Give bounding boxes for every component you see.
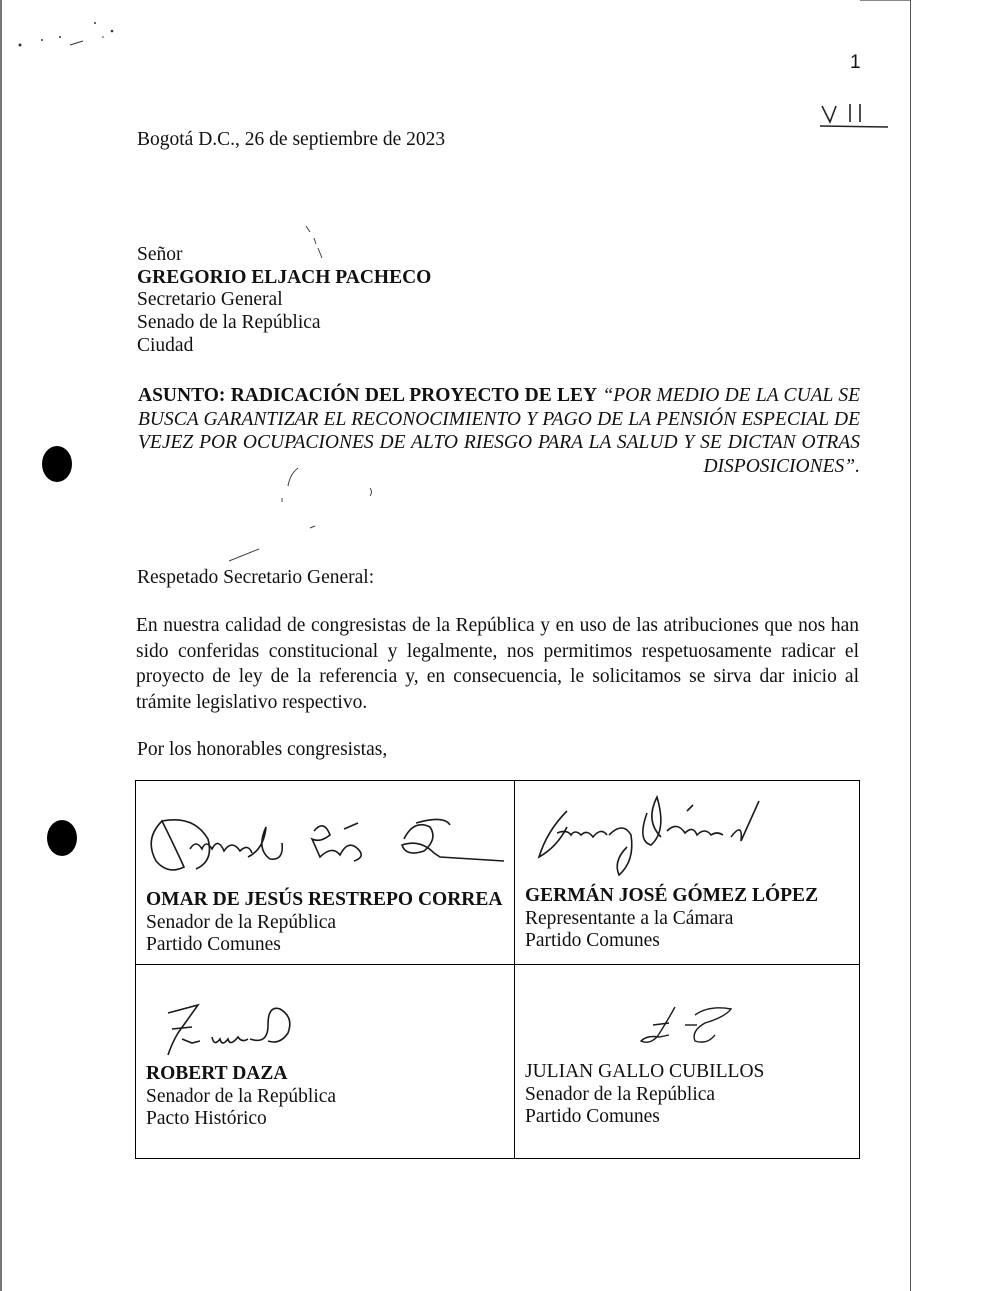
stray-pen-mark xyxy=(300,222,330,262)
signer-name: ROBERT DAZA xyxy=(146,1063,288,1084)
recipient-salutation: Señor xyxy=(137,244,183,265)
signer-role: Senador de la República xyxy=(146,911,337,933)
handwritten-signature xyxy=(635,1001,745,1051)
signer-name: OMAR DE JESÚS RESTREPO CORREA xyxy=(146,889,503,910)
stray-pen-strokes xyxy=(270,462,390,552)
signature-cell xyxy=(515,965,860,1159)
recipient-position: Secretario General xyxy=(137,289,283,310)
signer-role: Senador de la República xyxy=(146,1085,337,1107)
signer-party: Partido Comunes xyxy=(525,930,660,951)
recipient-name: GREGORIO ELJACH PACHECO xyxy=(137,267,432,288)
recipient-institution: Senado de la República xyxy=(137,312,321,333)
handwritten-signature xyxy=(144,809,504,879)
signer-party: Partido Comunes xyxy=(146,934,281,955)
greeting: Respetado Secretario General: xyxy=(137,567,375,588)
closing-line: Por los honorables congresistas, xyxy=(137,739,388,760)
signature-cell xyxy=(136,965,515,1159)
page-number: 1 xyxy=(850,52,861,73)
subject-title: “POR MEDIO DE LA CUAL SE BUSCA GARANTIZAR EL RECONOCIMIENTO Y PAGO DE LA PENSIÓN ESPECIAL DE VEJEZ POR OCUPACIONES DE ALTO RIESGO PARA LA SALUD Y SE DICTAN OTRAS DISPOSICIONES”. xyxy=(138,385,861,477)
scan-top-edge xyxy=(860,0,910,1)
signature-table xyxy=(135,780,860,1159)
signer-name: JULIAN GALLO CUBILLOS xyxy=(525,1061,765,1082)
punch-hole-bottom xyxy=(47,820,77,856)
scan-right-edge xyxy=(910,0,911,1291)
signature-cell xyxy=(515,781,860,965)
recipient-city: Ciudad xyxy=(137,335,194,356)
scan-specks xyxy=(15,15,125,55)
punch-hole-top xyxy=(42,446,72,482)
signature-cell xyxy=(136,781,515,965)
handwritten-signature xyxy=(527,791,777,881)
stray-pen-stroke xyxy=(225,545,265,565)
subject-label: ASUNTO: RADICACIÓN DEL PROYECTO DE LEY xyxy=(138,385,598,406)
handwritten-filing-mark xyxy=(812,96,892,132)
body-paragraph: En nuestra calidad de congresistas de la República y en uso de las atribuciones que nos han sido conferidas constitucional y legalmente, nos permitimos respetuosamente radicar el proyecto de ley de la referencia y, en consecuencia, le solicitamos se sirva dar inicio al trámite legislativo respectivo. xyxy=(136,615,859,713)
handwritten-signature xyxy=(158,999,308,1065)
date-line: Bogotá D.C., 26 de septiembre de 2023 xyxy=(137,129,446,150)
signer-party: Pacto Histórico xyxy=(146,1108,267,1129)
signer-party: Partido Comunes xyxy=(525,1106,660,1127)
subject-block xyxy=(138,384,860,478)
signer-role: Representante a la Cámara xyxy=(525,907,734,929)
signer-name: GERMÁN JOSÉ GÓMEZ LÓPEZ xyxy=(525,885,819,906)
scan-left-edge xyxy=(0,0,2,1291)
signer-role: Senador de la República xyxy=(525,1083,716,1105)
